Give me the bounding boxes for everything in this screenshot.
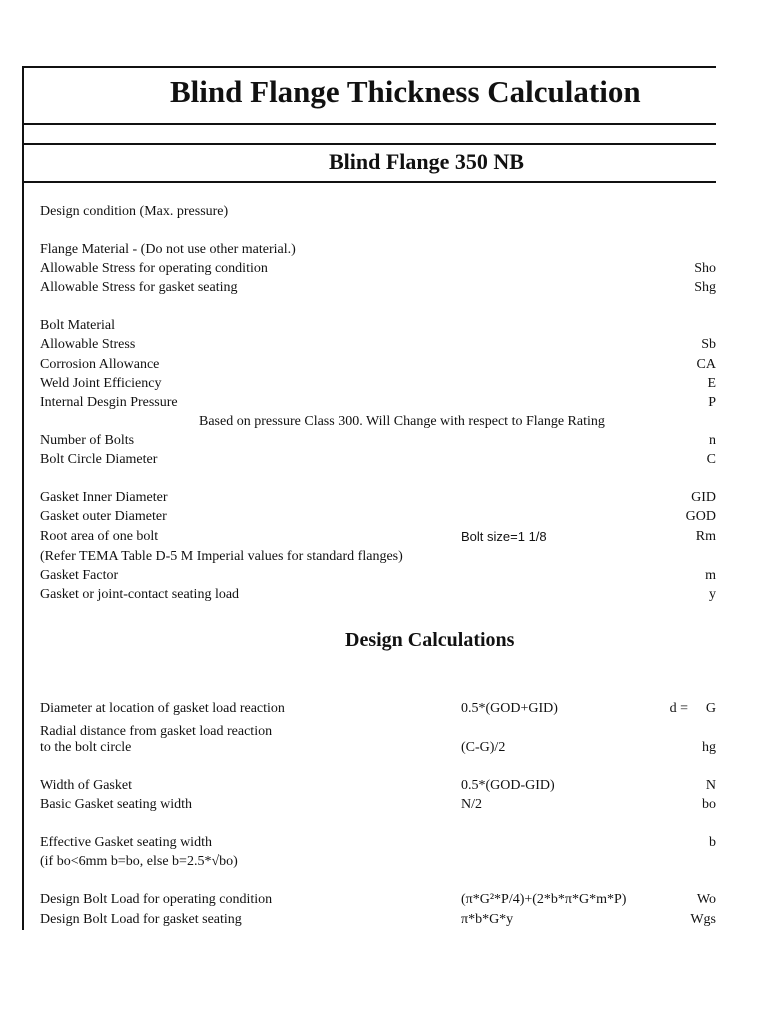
calc-row: [40, 699, 716, 718]
row-label: Allowable Stress: [40, 337, 136, 352]
calc-row: [40, 833, 716, 852]
input-row: [40, 393, 716, 412]
row-symbol: C: [706, 452, 716, 467]
input-row: [40, 585, 716, 604]
row-symbol: y: [709, 587, 716, 602]
calc-row: [40, 910, 716, 929]
page-title: Blind Flange Thickness Calculation: [170, 74, 641, 109]
row-label: Gasket or joint-contact seating load: [40, 587, 240, 602]
input-row: [40, 316, 716, 335]
input-row: [40, 355, 716, 374]
row-symbol: bo: [702, 797, 716, 812]
calc-row: [40, 795, 716, 814]
row-label: Design Bolt Load for operating condition: [40, 892, 273, 907]
row-symbol: hg: [702, 740, 716, 755]
row-label: (if bo<6mm b=bo, else b=2.5*√bo): [40, 854, 238, 869]
row-formula: 0.5*(GOD-GID): [461, 778, 555, 793]
row-symbol: GOD: [685, 509, 716, 524]
row-formula: (π*G²*P/4)+(2*b*π*G*m*P): [461, 892, 627, 907]
input-row: [40, 547, 716, 566]
row-label: Flange Material - (Do not use other material.): [40, 242, 296, 257]
row-symbol: Sb: [701, 337, 716, 352]
row-label: Design Bolt Load for gasket seating: [40, 912, 242, 927]
row-symbol: GID: [691, 490, 716, 505]
row-label: Gasket Inner Diameter: [40, 490, 168, 505]
page-subtitle: Blind Flange 350 NB: [329, 149, 524, 174]
row-symbol: m: [705, 568, 716, 583]
section-title: Design Calculations: [345, 629, 515, 651]
input-row: [40, 202, 716, 221]
row-label: Width of Gasket: [40, 778, 132, 793]
row-label: Diameter at location of gasket load reaction: [40, 701, 285, 716]
input-row: [40, 488, 716, 507]
row-label: Internal Desgin Pressure: [40, 395, 178, 410]
row-symbol: Wgs: [690, 912, 716, 927]
row-label: Corrosion Allowance: [40, 357, 160, 372]
row-symbol: n: [709, 433, 716, 448]
row-label: (Refer TEMA Table D-5 M Imperial values for standard flanges): [40, 549, 403, 564]
row-symbol: Rm: [695, 529, 716, 544]
bolt-size: Bolt size=1 1/8: [461, 529, 547, 544]
row-formula: (C-G)/2: [461, 740, 506, 755]
calc-row: [40, 852, 716, 871]
row-symbol: b: [709, 835, 716, 850]
divider: [22, 181, 716, 183]
row-symbol: CA: [696, 357, 716, 372]
row-symbol: Shg: [694, 280, 716, 295]
left-border: [22, 66, 24, 930]
row-symbol: G: [705, 701, 716, 716]
row-label: Allowable Stress for operating condition: [40, 261, 268, 276]
row-formula: 0.5*(GOD+GID): [461, 701, 558, 716]
row-label: to the bolt circle: [40, 740, 132, 755]
row-label: Gasket Factor: [40, 568, 119, 583]
input-row: [40, 259, 716, 278]
row-label: Bolt Material: [40, 318, 116, 333]
divider: [22, 143, 716, 145]
top-border: [22, 66, 716, 68]
row-label: Effective Gasket seating width: [40, 835, 212, 850]
row-formula: N/2: [461, 797, 482, 812]
pressure-class-note: Based on pressure Class 300. Will Change with respect to Flange Rating: [199, 414, 605, 429]
input-row: [40, 507, 716, 526]
row-label: Radial distance from gasket load reaction: [40, 724, 273, 739]
row-symbol: Wo: [696, 892, 716, 907]
input-row: [40, 278, 716, 297]
row-formula: π*b*G*y: [461, 912, 514, 927]
row-symbol: P: [708, 395, 716, 410]
row-label: Bolt Circle Diameter: [40, 452, 158, 467]
input-row: [40, 527, 716, 546]
row-label: Design condition (Max. pressure): [40, 204, 229, 219]
row-label: Root area of one bolt: [40, 529, 159, 544]
input-row: [40, 566, 716, 585]
row-label: Gasket outer Diameter: [40, 509, 167, 524]
input-row: [40, 431, 716, 450]
row-equals: d =: [669, 701, 688, 716]
row-label: Allowable Stress for gasket seating: [40, 280, 238, 295]
calc-row: [40, 890, 716, 909]
row-label: Basic Gasket seating width: [40, 797, 193, 812]
input-row: [40, 240, 716, 259]
row-symbol: E: [707, 376, 716, 391]
row-label: Number of Bolts: [40, 433, 135, 448]
input-row: [40, 335, 716, 354]
calc-row: [40, 776, 716, 795]
calc-row: [40, 738, 716, 757]
row-symbol: N: [705, 778, 716, 793]
divider: [22, 123, 716, 125]
row-symbol: Sho: [694, 261, 716, 276]
input-row: [40, 374, 716, 393]
row-label: Weld Joint Efficiency: [40, 376, 162, 391]
input-row: [40, 450, 716, 469]
